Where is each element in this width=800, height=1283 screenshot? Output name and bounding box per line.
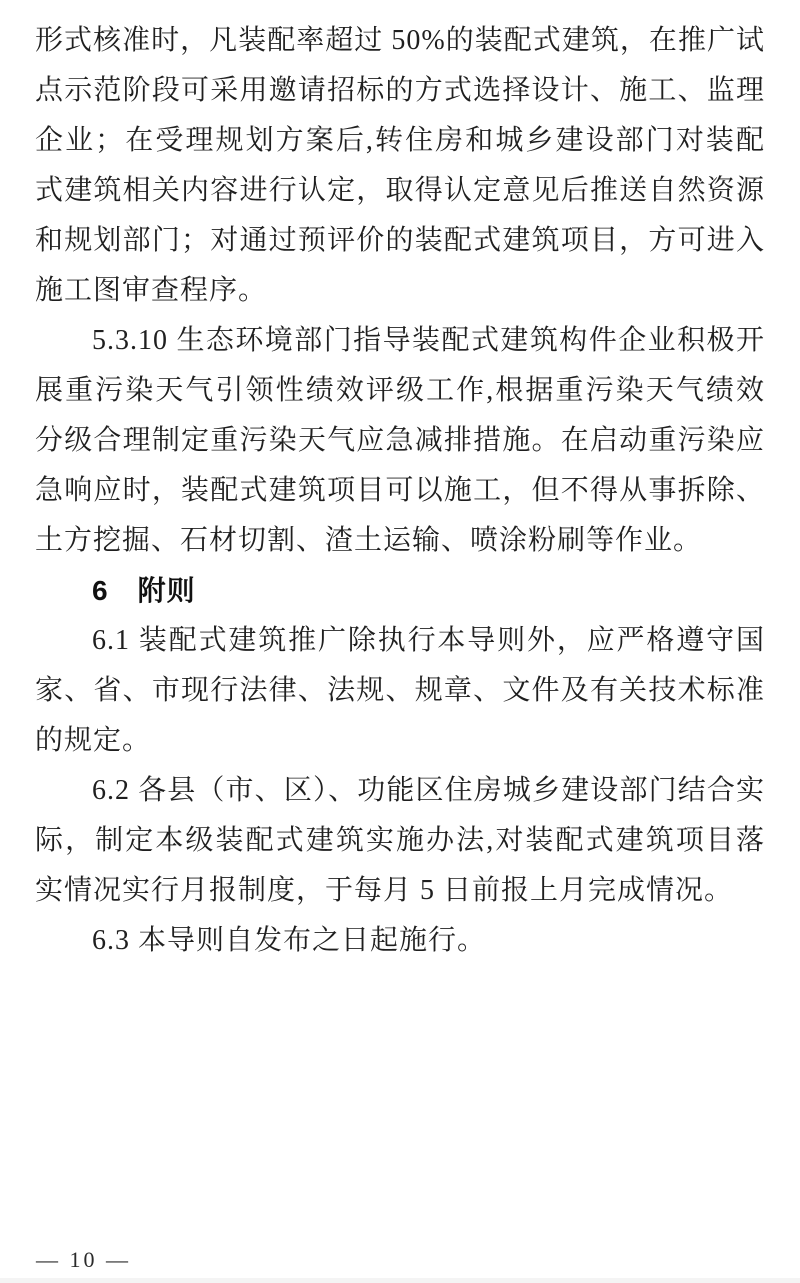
section-heading-6: 6 附则: [92, 575, 196, 606]
paragraph-6-1: 6.1 装配式建筑推广除执行本导则外，应严格遵守国家、省、市现行法律、法规、规章、文件及有关技术标准的规定。: [35, 625, 765, 756]
page-footer: [36, 1249, 131, 1271]
page-content: [35, 16, 765, 966]
scan-bottom-edge: [0, 1278, 800, 1283]
paragraph-continuation: 形式核准时，凡装配率超过 50%的装配式建筑，在推广试点示范阶段可采用邀请招标的方式选择设计、施工、监理企业；在受理规划方案后,转住房和城乡建设部门对装配式建筑相关内容进行认定，取得认定意见后推送自然资源和规划部门；对通过预评价的装配式建筑项目，方可进入施工图审查程序。: [35, 25, 765, 306]
page-number: — 10 —: [36, 1247, 131, 1272]
paragraph-6-2: 6.2 各县（市、区）、功能区住房城乡建设部门结合实际，制定本级装配式建筑实施办法,对装配式建筑项目落实情况实行月报制度，于每月 5 日前报上月完成情况。: [35, 775, 765, 906]
paragraph-5-3-10: 5.3.10 生态环境部门指导装配式建筑构件企业积极开展重污染天气引领性绩效评级工作,根据重污染天气绩效分级合理制定重污染天气应急减排措施。在启动重污染应急响应时，装配式建筑项目可以施工，但不得从事拆除、土方挖掘、石材切割、渣土运输、喷涂粉刷等作业。: [35, 325, 765, 556]
paragraph-6-3: 6.3 本导则自发布之日起施行。: [92, 925, 487, 956]
